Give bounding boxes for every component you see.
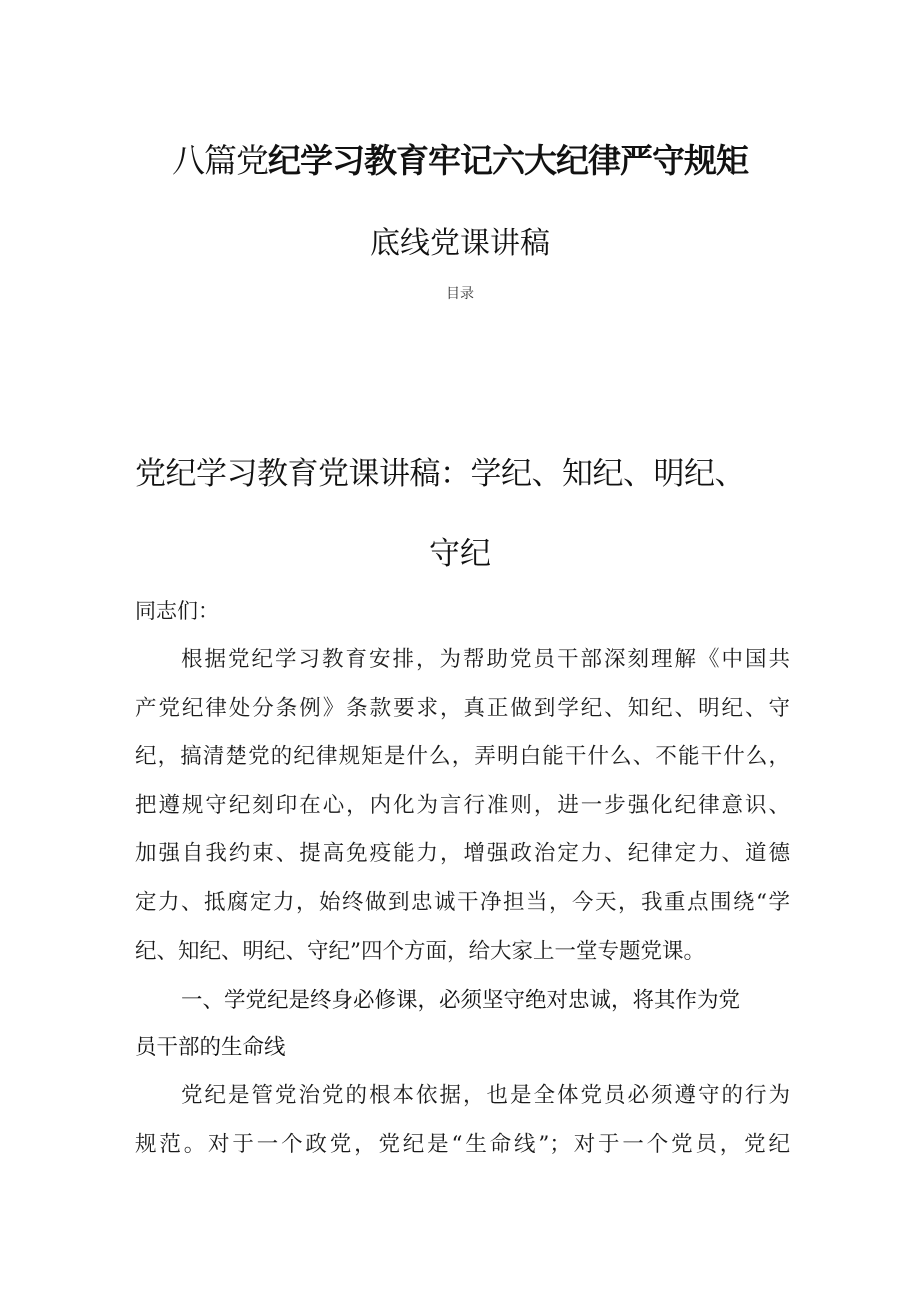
paragraph-line: 规范。对于一个政党，党纪是“生命线”；对于一个党员，党纪: [135, 1131, 790, 1157]
paragraph-line: 纪，搞清楚党的纪律规矩是什么，弄明白能干什么、不能干什么，: [135, 744, 790, 770]
salutation: 同志们：: [135, 599, 219, 623]
intro-paragraph: [135, 636, 795, 976]
paragraph-line: 党纪是管党治党的根本依据，也是全体党员必须遵守的行为: [181, 1083, 790, 1108]
document-title-main: 纪学习教育牢记六大纪律严守规矩: [268, 141, 748, 180]
document-title: [0, 138, 920, 184]
document-title-prefix: 八篇党: [172, 141, 268, 180]
section-heading-1: [135, 977, 795, 1071]
table-of-contents-label: 目录: [446, 286, 474, 302]
paragraph-line: 加强自我约束、提高免疫能力，增强政治定力、纪律定力、道德: [135, 841, 790, 867]
body-paragraph-1: [135, 1072, 795, 1169]
paragraph-line: 定力、抵腐定力，始终做到忠诚干净担当，今天，我重点围绕“学: [135, 889, 790, 915]
section-title-line-2: 守纪: [429, 536, 491, 572]
paragraph-line: 纪、知纪、明纪、守纪”四个方面，给大家上一堂专题党课。: [135, 938, 705, 964]
section-title: 党纪学习教育党课讲稿：学纪、知纪、明纪、: [135, 456, 745, 492]
paragraph-line: 根据党纪学习教育安排，为帮助党员干部深刻理解《中国共: [181, 647, 790, 672]
paragraph-line: 把遵规守纪刻印在心，内化为言行准则，进一步强化纪律意识、: [135, 792, 790, 818]
heading-line: 一、学党纪是终身必修课，必须坚守绝对忠诚，将其作为党: [181, 988, 741, 1013]
heading-line: 员干部的生命线: [135, 1035, 286, 1060]
document-title-line-2: 底线党课讲稿: [370, 226, 550, 261]
paragraph-line: 产党纪律处分条例》条款要求，真正做到学纪、知纪、明纪、守: [135, 695, 790, 721]
